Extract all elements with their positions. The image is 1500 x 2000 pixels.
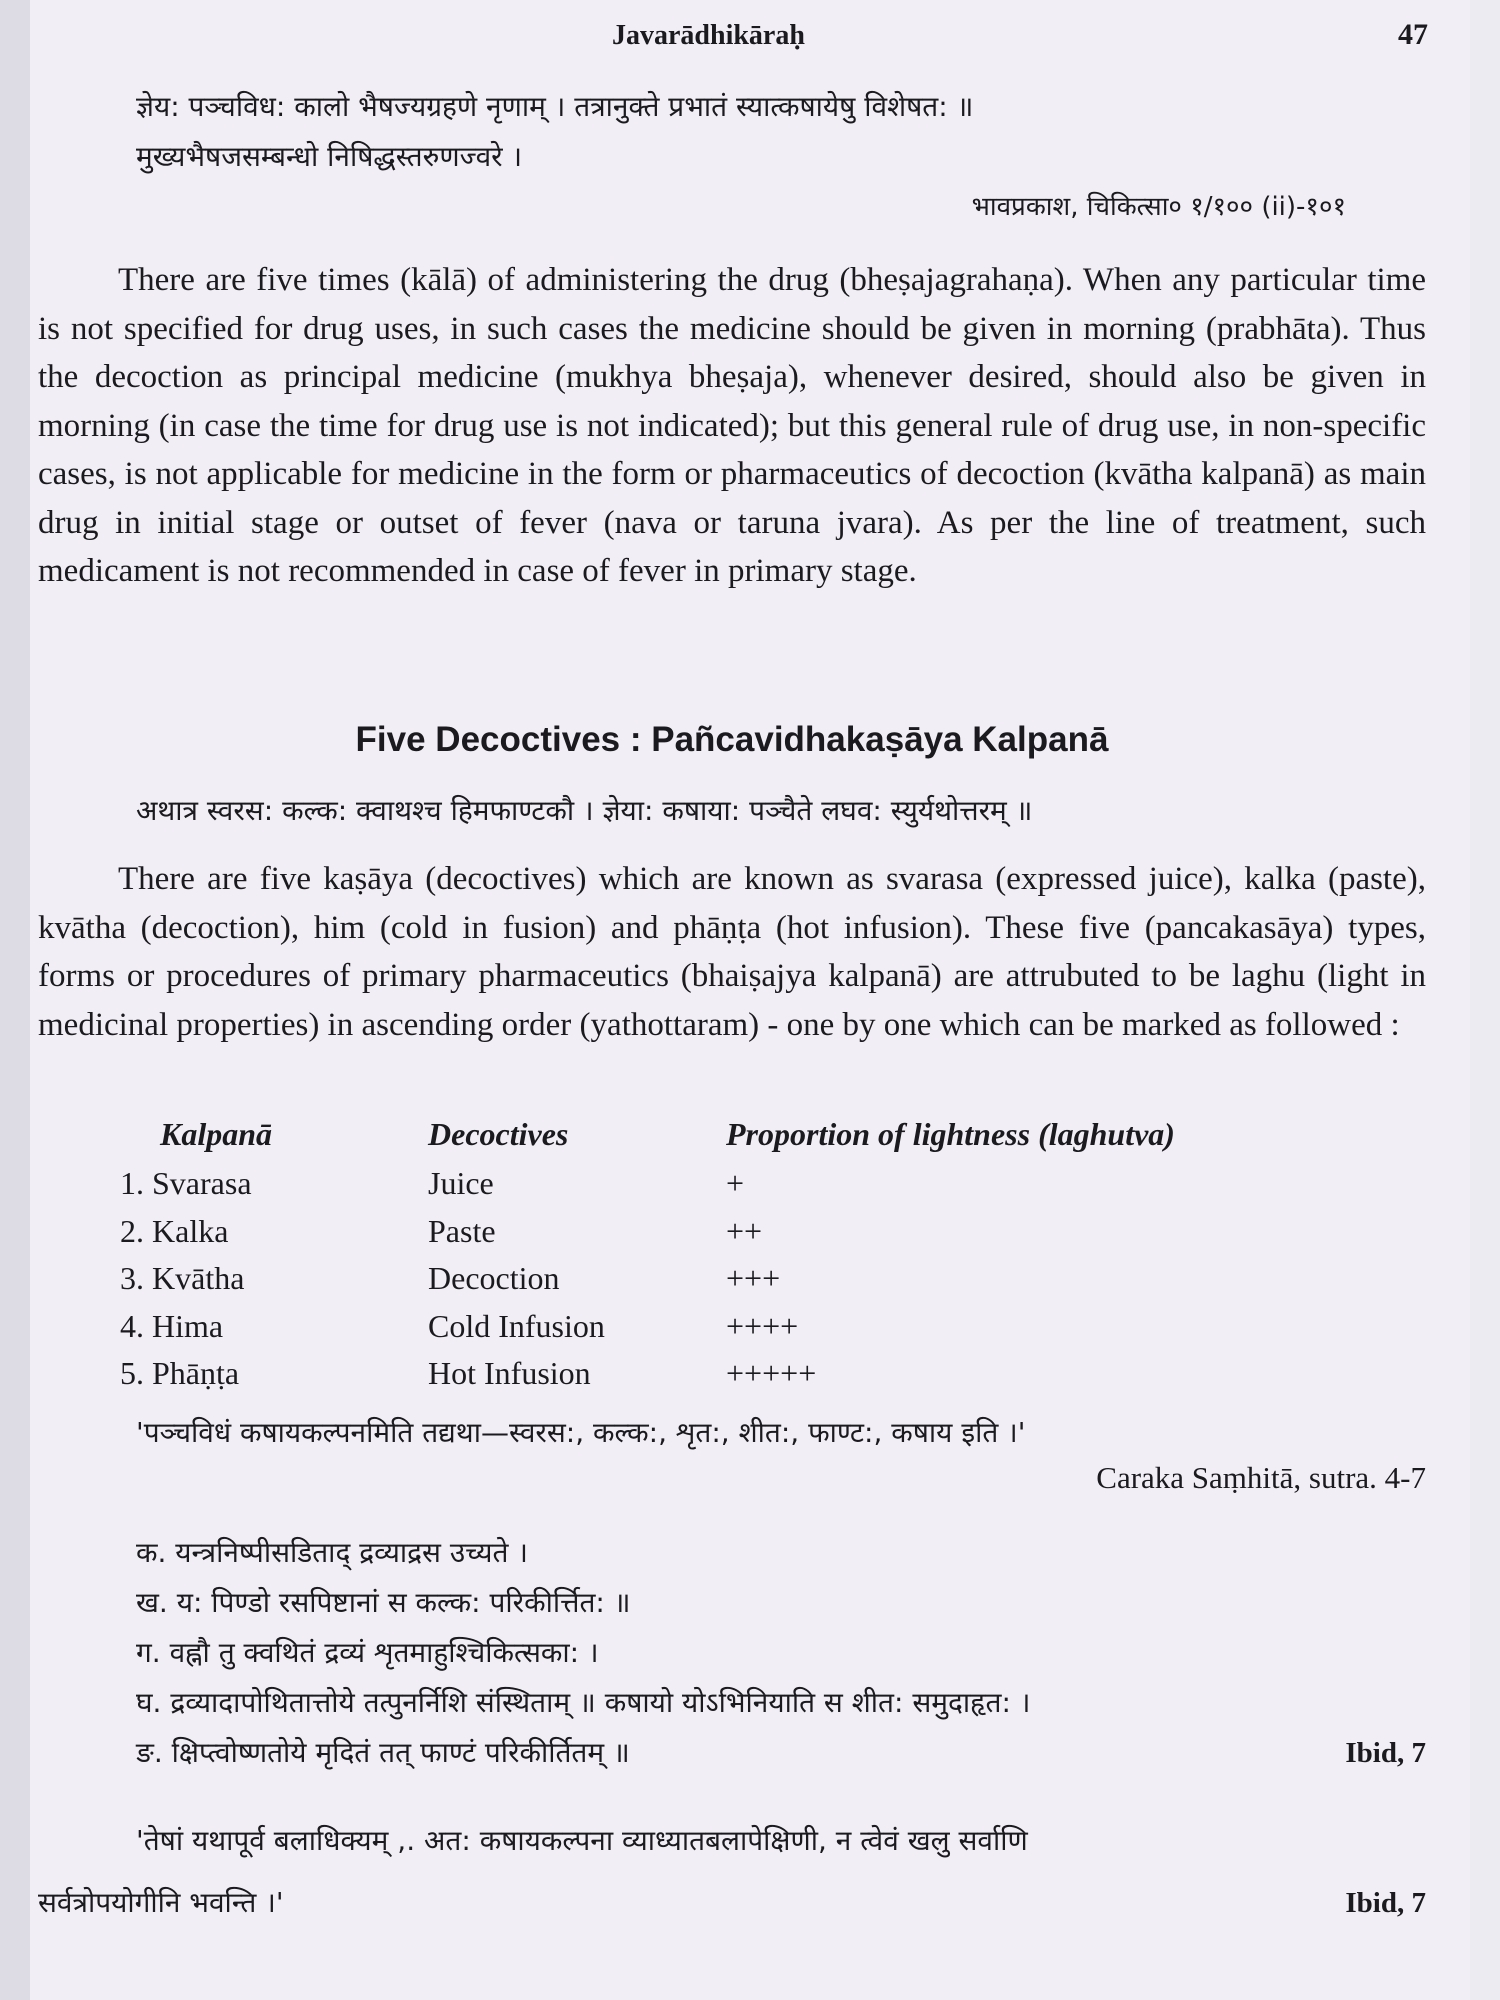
kalpana-table (82, 1108, 1470, 1398)
table-row (82, 1255, 1326, 1303)
table-row (82, 1208, 1326, 1256)
table-cell: +++++ (726, 1355, 817, 1392)
verse-line: ङ. क्षिप्त्वोष्णतोये मृदितं तत् फाण्टं परिकीर्तितम् ॥ Ibid, 7 (38, 1728, 1426, 1778)
table-cell: 3. Kvātha (120, 1260, 245, 1297)
running-head: Javarādhikāraḥ (612, 20, 805, 51)
page-number: 47 (1398, 18, 1428, 51)
charaka-quote: 'पञ्चविधं कषायकल्पनमिति तद्यथा—स्वरस:, कल्क:, शृत:, शीत:, फाण्ट:, कषाय इति ।' Caraka Saṃhitā, sutra. 4-7 (38, 1408, 1426, 1496)
table-cell: Paste (428, 1212, 496, 1249)
verse-citation: भावप्रकाश, चिकित्सा० १/१०० (ii)-१०१ (971, 192, 1346, 222)
table-cell: ++++ (726, 1307, 799, 1344)
paragraph-decoctives: There are five kaṣāya (decoctives) which are known as svarasa (expressed juice), kalka (paste), kvātha (decoction), him (cold in fusion) and phāṇṭa (hot infusion). These five (pancakasāya) types, forms or procedures of primary pharmaceutics (bhaiṣajya kalpanā) are attrubuted to be laghu (light in medicinal properties) in ascending order (yathottaram) - one by one which can be marked as followed : (38, 861, 1426, 1043)
table-header: Proportion of lightness (laghutva) (726, 1115, 1175, 1152)
table-cell: Juice (428, 1165, 494, 1202)
table-cell: Cold Infusion (428, 1307, 605, 1344)
verse-line: ख. य: पिण्डो रसपिष्टानां स कल्क: परिकीर्त्तित: ॥ (136, 1586, 631, 1619)
table-cell: + (726, 1165, 745, 1202)
verse-block-3 (38, 1528, 1426, 1778)
verse-block-1 (38, 82, 1426, 232)
table-row (82, 1350, 1326, 1398)
table-header: Decoctives (428, 1115, 569, 1152)
table-cell: Decoction (428, 1260, 560, 1297)
table-cell: ++ (726, 1212, 763, 1249)
table-cell: 1. Svarasa (120, 1165, 252, 1202)
table-row (82, 1303, 1326, 1351)
paragraph-times: There are five times (kālā) of administering the drug (bheṣajagrahaṇa). When any particular time is not specified for drug uses, in such cases the medicine should be given in morning (prabhāta). Thus the decoction as principal medicine (mukhya bheṣaja), whenever desired, should also be given in morning (in case the time for drug use is not indicated); but this general rule of drug use, in non-specific cases, is not applicable for medicine in the form or pharmaceutics of decoction (kvātha kalpanā) as main drug in initial stage or outset of fever (nava or taruna jvara). As per the line of treatment, such medicament is not recommended in case of fever in primary stage. (38, 262, 1426, 589)
quote-reference: Ibid, 7 (1345, 1887, 1426, 1919)
verse-line: मुख्यभैषजसम्बन्धो निषिद्धस्तरुणज्वरे । (136, 140, 523, 173)
page-edge (0, 0, 30, 2000)
verse-line: ज्ञेय: पञ्चविध: कालो भैषज्यग्रहणे नृणाम् । तत्रानुक्ते प्रभातं स्यात्कषायेषु विशेषत: ॥ (136, 90, 974, 123)
page-header (0, 14, 1500, 64)
table-cell: 5. Phāṇṭa (120, 1355, 240, 1392)
verse-reference: Ibid, 7 (1345, 1737, 1426, 1769)
verse-block-2: अथात्र स्वरस: कल्क: क्वाथश्च हिमफाण्टकौ । ज्ञेया: कषाया: पञ्चैते लघव: स्युर्यथोत्तरम् ॥ (136, 794, 1033, 827)
verse-line: क. यन्त्रनिष्पीसडिताद् द्रव्याद्रस उच्यते । (136, 1536, 528, 1569)
verse-line: घ. द्रव्यादापोथितात्तोये तत्पुनर्निशि संस्थिताम् ॥ कषायो योऽभिनियाति स शीत: समुदाहृत: । (136, 1686, 1031, 1719)
table-cell: +++ (726, 1260, 781, 1297)
verse-line: ग. वह्नौ तु क्वथितं द्रव्यं शृतमाहुश्चिकित्सका: । (136, 1636, 599, 1669)
section-heading: Five Decoctives : Pañcavidhakaṣāya Kalpanā (355, 720, 1109, 759)
closing-quote-line: सर्वत्रोपयोगीनि भवन्ति ।' Ibid, 7 (38, 1878, 1426, 1928)
table-cell: 2. Kalka (120, 1212, 229, 1249)
table-row (82, 1160, 1326, 1208)
table-header-row (82, 1108, 1326, 1160)
table-cell: Hot Infusion (428, 1355, 591, 1392)
closing-quote: 'तेषां यथापूर्व बलाधिक्यम् ,. अत: कषायकल्पना व्याध्यातबलापेक्षिणी, न त्वेवं खलु सर्वाणि सर्वत्रोपयोगीनि भवन्ति ।' Ibid, 7 (38, 1816, 1426, 1928)
table-header: Kalpanā (160, 1115, 273, 1152)
quote-reference: Caraka Saṃhitā, sutra. 4-7 (1096, 1460, 1426, 1495)
table-cell: 4. Hima (120, 1307, 224, 1344)
